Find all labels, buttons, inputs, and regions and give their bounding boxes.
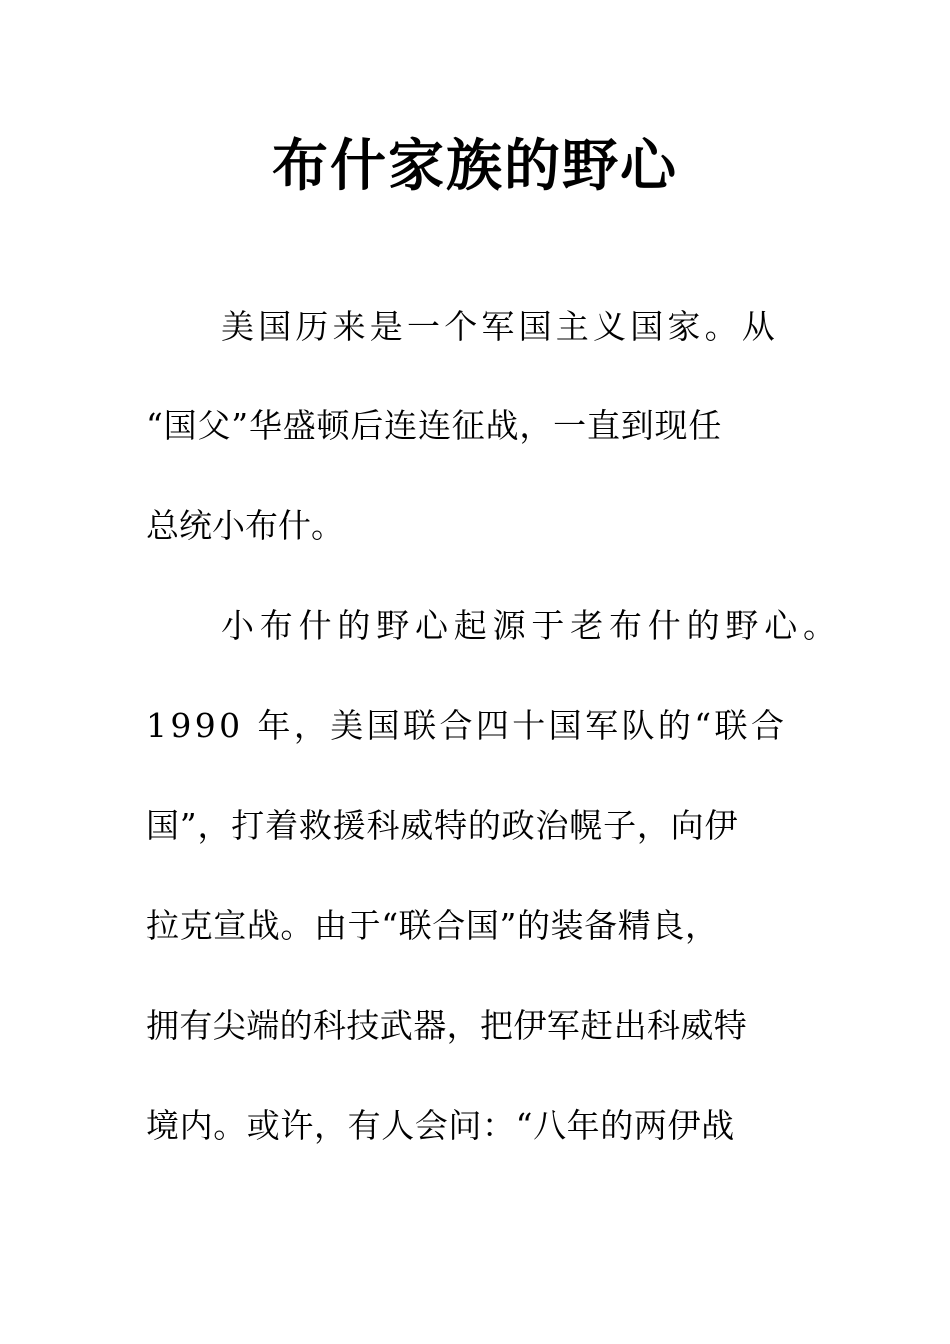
text-line-1: 美国历来是一个军国主义国家。从 xyxy=(221,307,779,346)
text-line-8: 拥有尖端的科技武器，把伊军赶出科威特 xyxy=(146,1006,748,1045)
text-line-6: 国”，打着救援科威特的政治幌子，向伊 xyxy=(146,806,739,845)
text-line-5: 1990 年，美国联合四十国军队的“联合 xyxy=(146,706,788,745)
text-line-7: 拉克宣战。由于“联合国”的装备精良， xyxy=(146,906,719,945)
text-line-3: 总统小布什。 xyxy=(146,506,344,545)
text-line-2: “国父”华盛顿后连连征战，一直到现任 xyxy=(146,406,723,445)
document-title: 布什家族的野心 xyxy=(272,134,678,199)
text-line-4: 小布什的野心起源于老布什的野心。 xyxy=(221,606,842,645)
text-line-9: 境内。或许，有人会问：“八年的两伊战 xyxy=(146,1106,735,1145)
